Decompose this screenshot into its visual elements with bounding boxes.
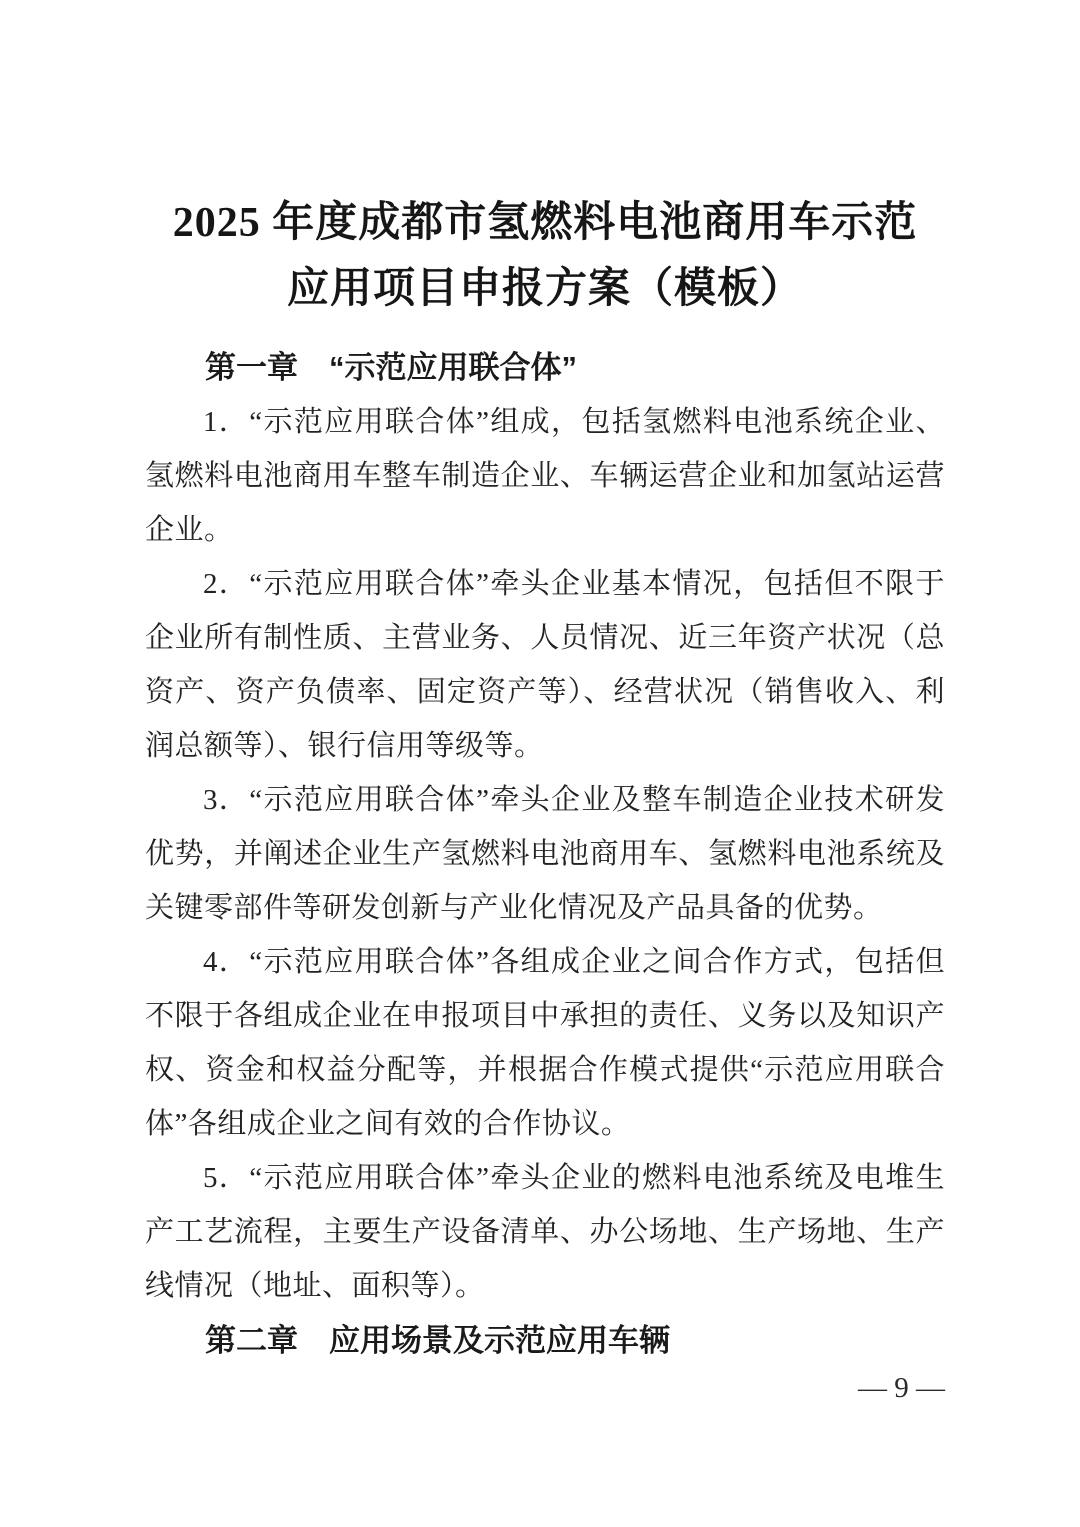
paragraph-5: 5．“示范应用联合体”牵头企业的燃料电池系统及电堆生产工艺流程，主要生产设备清单、办公场地、生产场地、生产线情况（地址、面积等）。 (145, 1162, 945, 1302)
paragraph-2: 2．“示范应用联合体”牵头企业基本情况，包括但不限于企业所有制性质、主营业务、人员情况、近三年资产状况（总资产、资产负债率、固定资产等）、经营状况（销售收入、利润总额等）、银行信用等级等。 (145, 568, 945, 762)
title-line-2: 应用项目申报方案（模板） (286, 266, 803, 312)
document-title (145, 190, 945, 322)
page-number: — 9 — (858, 1372, 945, 1404)
title-line-1: 2025 年度成都市氢燃料电池商用车示范 (172, 200, 918, 246)
chapter-2-heading: 第二章 应用场景及示范应用车辆 (205, 1323, 670, 1358)
paragraph-4: 4．“示范应用联合体”各组成企业之间合作方式，包括但不限于各组成企业在申报项目中承担的责任、义务以及知识产权、资金和权益分配等，并根据合作模式提供“示范应用联合体”各组成企业之间有效的合作协议。 (145, 946, 945, 1140)
chapter-1-heading: 第一章 “示范应用联合体” (205, 350, 577, 385)
paragraph-3: 3．“示范应用联合体”牵头企业及整车制造企业技术研发优势，并阐述企业生产氢燃料电池商用车、氢燃料电池系统及关键零部件等研发创新与产业化情况及产品具备的优势。 (145, 784, 945, 924)
paragraph-1: 1．“示范应用联合体”组成，包括氢燃料电池系统企业、氢燃料电池商用车整车制造企业、车辆运营企业和加氢站运营企业。 (145, 406, 945, 546)
